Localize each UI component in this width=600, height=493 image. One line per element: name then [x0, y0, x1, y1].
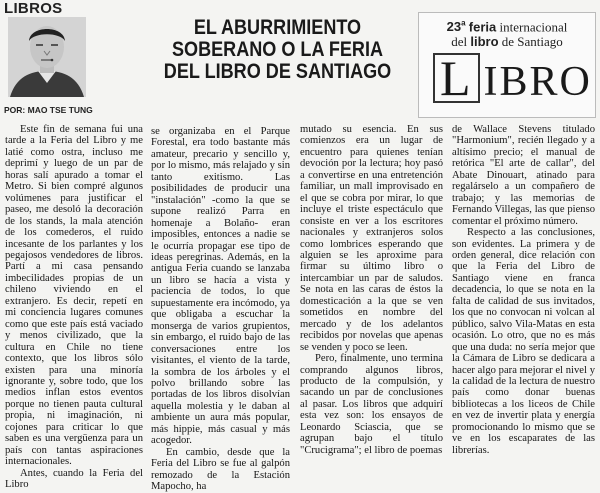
article-column-4: [452, 124, 595, 456]
article-column-3: [300, 124, 443, 456]
logo-word-internacional: internacional: [499, 19, 568, 35]
article-headline: [159, 17, 396, 83]
logo-wordmark: [433, 50, 592, 106]
logo-caption: [423, 16, 591, 49]
article-column-1: [5, 124, 143, 491]
logo-word-santiago: de Santiago: [501, 34, 563, 50]
paragraph: de Wallace Stevens titulado "Harmonium", recién llegado y a altísimo precio; el manual de retórica "El arte de callar", del Abate Dinouart, atinado para regalárselo a un compañero de trabajo; y las memorias de Fernando Villegas, las que pienso comentar el próximo número.: [452, 124, 595, 227]
logo-word-del: del: [451, 34, 468, 50]
logo-initial: L: [433, 53, 480, 103]
paragraph: Este fin de semana fui una tarde a la Feria del Libro y me latié como ostra, incluso me deprimí y luego de un par de horas salí apurado a tomar el Metro. Si bien compré algunos volúmenes para justificar el paseo, me desoló la decoración de los stands, la mala atención de los comederos, el ruido incesante de los parlantes y los pegajosos vendedores de libros. Partí a mi casa pensando imbecilidades propias de un chileno viviendo en el extranjero. Es decir, repetí en mi conciencia lugares comunes como que este país está vaciado y menos civilizado, que la cultura en Chile no tiene contexto, que los libros sólo existen para una minoría ignorante y, sobre todo, que los medios inflan estos eventos porque no tienen pauta cultural propia, ni imaginación, ni cojones para criticar lo que saben es una vergüenza para un país con tantas aspiraciones internacionales.: [5, 124, 143, 468]
paragraph: se organizaba en el Parque Forestal, era todo bastante más amateur, precario y sencillo y, por lo mismo, más relajado y sin tanto exitismo. Las posibilidades de producir una "instalación" -como la que se supone realizó Parra en homenaje a Bolaño- eran imposibles, entonces a nadie se le ocurría propagar ese tipo de ideas peregrinas. Además, en la antigua Feria cuando se lanzaba un libro se hacía a vista y paciencia de todos, lo que supuestamente era incómodo, ya que obligaba a escuchar la monserga de varios grupientos, sin embargo, el ruido bajo de las conversaciones entre los visitantes, el viento de la tarde, la sombra de los árboles y el polvo brillando sobre las portadas de los libros disolvían aquella molestia y le daban al ambiente un aura más popular, más hippie, más casual y más acogedor.: [151, 126, 290, 447]
logo-wordmark-rest: IBRO: [483, 59, 592, 105]
author-portrait: [8, 17, 86, 97]
logo-word-libro: libro: [470, 34, 499, 50]
author-portrait-image: [8, 17, 86, 97]
paragraph: Antes, cuando la Feria del Libro: [5, 467, 143, 491]
author-byline: POR: MAO TSE TUNG: [4, 105, 93, 115]
headline-line: DEL LIBRO DE SANTIAGO: [163, 60, 392, 83]
headline-line: SOBERANO O LA FERIA: [171, 38, 384, 61]
paragraph: mutado su esencia. En sus comienzos era un lugar de encuentro para quienes tenían devoción por la lectura; hoy pasó a convertirse en una entretención familiar, un mall improvisado en el que se cobra por mirar, lo que incluye el triste espectáculo que consiste en ver a los escritores nacionales y extranjeros solos como lombrices esperando que alguien se les aproxime para firmar su último libro o intercambiar un par de saludos. Se nota en las caras de éstos la domesticación a la que se ven sometidos en nombre del mercado y de los adelantos recibidos por novelas que apenas se venden y poco se leen.: [300, 124, 443, 353]
paragraph: En cambio, desde que la Feria del Libro se fue al galpón remozado de la Estación Mapocho, ha: [151, 446, 290, 493]
book-fair-logo: [418, 12, 596, 118]
logo-word-feria: feria: [468, 19, 497, 35]
logo-ordinal: 23$^a$: [446, 19, 466, 35]
paragraph: Pero, finalmente, uno termina comprando algunos libros, producto de la compulsión, y sacando un par de conclusiones al pasar. Los libros que adquirí esta vez son: los ensayos de Leonardo Sciascia, que se agrupan bajo el título "Crucigrama"; el libro de poemas: [300, 353, 443, 456]
section-label: LIBROS: [4, 0, 63, 17]
paragraph: Respecto a las conclusiones, son evidentes. La primera y de orden general, dice relación con que la Feria del Libro de Santiago viene en franca decadencia, lo que se nota en la falta de calidad de sus invitados, los que no convocan ni volcan al público, salvo Vila-Matas en esta ocasión. Lo otro, que no es más que una duda: no sería mejor que la Cámara de Libro se dedicara a hacer algo para mejorar el nivel y la calidad de la lectura de nuestro país como donar buenas bibliotecas a los liceos de Chile en vez de invertir plata y energía promocionando lo mismo que se ve en los escaparates de las librerías.: [452, 227, 595, 456]
article-column-2: [151, 126, 290, 493]
headline-line: EL ABURRIMIENTO: [193, 16, 362, 39]
